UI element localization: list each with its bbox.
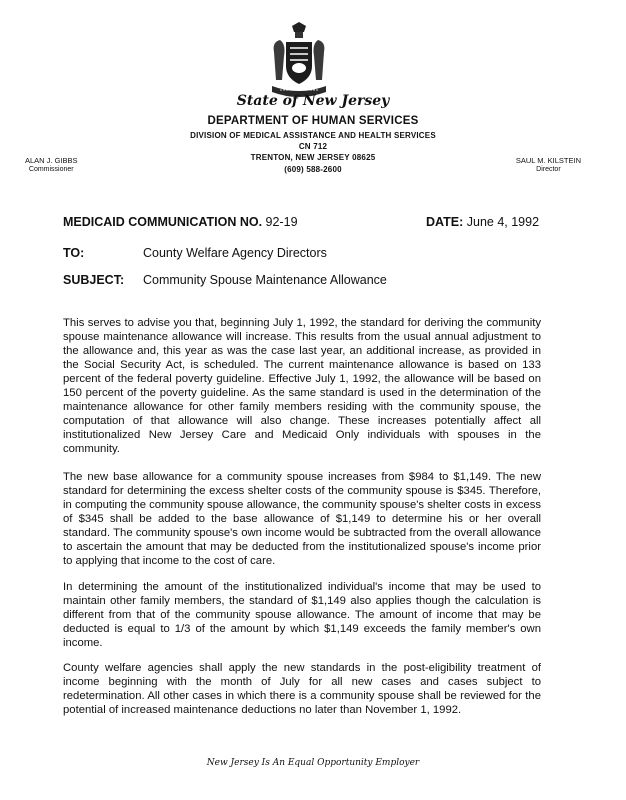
department-name: DEPARTMENT OF HUMAN SERVICES <box>207 115 419 127</box>
to-value: County Welfare Agency Directors <box>143 246 327 260</box>
phone-number: (609) 588-2600 <box>284 165 342 174</box>
body-paragraph: In determining the amount of the institutionalized individual's income that may be used to maintain other family members, the standard of $1,149 also applies though the calculation is different from that of the community spouse allowance. The amount of income that may be deducted is equal to 1/3 of the amount by which $1,149 exceeds the family member's own income. <box>63 581 541 649</box>
state-name: State of New Jersey <box>236 93 390 109</box>
commissioner-name: ALAN J. GIBBS <box>25 156 78 165</box>
to-label: TO: <box>63 246 85 260</box>
communication-number: 92-19 <box>265 215 298 229</box>
communication-number-line <box>63 215 298 229</box>
body-paragraph: This serves to advise you that, beginning July 1, 1992, the standard for deriving the community spouse maintenance allowance will increase. This results from the usual annual adjustment to the allowance and, this year as was the case last year, an additional increase, as provided in the Social Security Act, is scheduled. The current maintenance allowance is based on 133 percent of the federal poverty guideline. Effective July 1, 1992, the allowance will be based on 150 percent of the poverty guideline. As the same standard is used in the determination of the maintenance allowance for other family members residing with the community spouse, the computation of that allowance will also change. These increases potentially affect all institutionalized New Jersey Care and Medicaid Only individuals with spouses in the community. <box>63 317 541 455</box>
subject-label: SUBJECT: <box>63 273 125 287</box>
state-seal-icon <box>268 22 330 102</box>
commissioner-block <box>25 157 78 174</box>
city-address: TRENTON, NEW JERSEY 08625 <box>250 153 376 162</box>
director-title: Director <box>536 165 561 173</box>
subject-value: Community Spouse Maintenance Allowance <box>143 273 387 287</box>
body-paragraph: County welfare agencies shall apply the new standards in the post-eligibility treatment of income beginning with the month of July for all new cases and cases subject to redetermination. All other cases in which there is a community spouse shall be reviewed for the potential of increased maintenance deductions no later than November 1, 1992. <box>63 662 541 716</box>
footer-text: New Jersey Is An Equal Opportunity Employer <box>206 758 420 768</box>
commissioner-title: Commissioner <box>28 165 74 173</box>
division-name: DIVISION OF MEDICAL ASSISTANCE AND HEALTH SERVICES <box>190 131 436 140</box>
director-name: SAUL M. KILSTEIN <box>515 156 581 165</box>
body-paragraph: The new base allowance for a community spouse increases from $984 to $1,149. The new standard for determining the excess shelter costs of the community spouse is $345. Therefore, in computing the community spouse allowance, the community spouse's shelter costs in excess of $345 shall be added to the base allowance of $1,149 to determine his or her overall standard. The community spouse's own income would be subtracted from the overall allowance to ascertain the amount that may be deducted from the institutionalized spouse's income prior to applying that income to the cost of care. <box>63 471 541 567</box>
date-line <box>426 215 539 229</box>
communication-label: MEDICAID COMMUNICATION NO. <box>63 215 263 229</box>
director-block <box>516 157 581 174</box>
mail-code: CN 712 <box>298 142 328 151</box>
date-label: DATE: <box>426 215 464 229</box>
date-value: June 4, 1992 <box>466 215 540 229</box>
